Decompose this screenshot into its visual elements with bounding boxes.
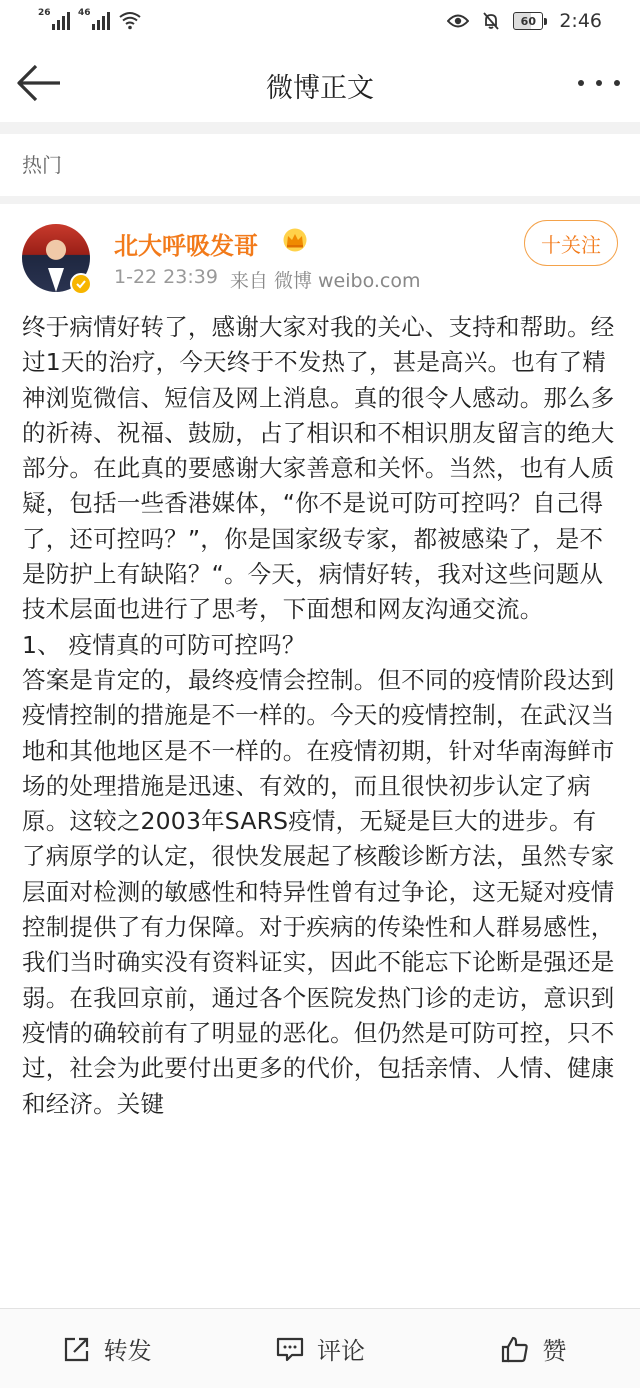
eye-icon bbox=[447, 13, 469, 29]
post-source: 来自 微博 weibo.com bbox=[229, 270, 421, 292]
follow-button[interactable]: 十关注 bbox=[524, 220, 618, 266]
action-toolbar bbox=[0, 1308, 640, 1388]
more-dot-icon bbox=[596, 80, 602, 86]
signal-icon bbox=[38, 8, 70, 30]
status-right bbox=[447, 10, 602, 32]
comment-icon bbox=[275, 1334, 305, 1364]
wifi-icon bbox=[118, 10, 142, 30]
comment-button[interactable] bbox=[213, 1309, 426, 1388]
mute-bell-icon bbox=[481, 11, 501, 31]
verified-badge-icon bbox=[70, 273, 92, 295]
thumbs-up-icon bbox=[500, 1334, 530, 1364]
repost-icon bbox=[62, 1334, 92, 1364]
like-button[interactable] bbox=[427, 1309, 640, 1388]
battery-icon bbox=[513, 12, 547, 30]
battery-level: 60 bbox=[513, 12, 543, 30]
username[interactable]: 北大呼吸发哥 bbox=[114, 232, 258, 260]
repost-button[interactable] bbox=[0, 1309, 213, 1388]
page-title: 微博正文 bbox=[266, 73, 374, 104]
nav-bar bbox=[0, 44, 640, 122]
post-meta bbox=[114, 266, 420, 293]
like-label: 赞 bbox=[542, 1337, 567, 1365]
status-time: 2:46 bbox=[559, 10, 602, 32]
more-options-button[interactable] bbox=[574, 66, 624, 100]
more-dot-icon bbox=[614, 80, 620, 86]
post-body: 终于病情好转了，感谢大家对我的关心、支持和帮助。经过1天的治疗，今天终于不发热了，甚是高兴。也有了精神浏览微信、短信及网上消息。真的很令人感动。那么多的祈祷、祝福、鼓励，占了相识和不相识朋友留言的绝大部分。在此真的要感谢大家善意和关怀。当然，也有人质疑，包括一些香港媒体，“你不是说可防可控吗？自己得了，还可控吗？”，你是国家级专家，都被感染了，是不是防护上有缺陷？“。今天，病情好转，我对这些问题从技术层面也进行了思考，下面想和网友沟通交流。 1、 疫情真的可防可控吗？ 答案是肯定的，最终疫情会控制。但不同的疫情阶段达到疫情控制的措施是不一样的。今天的疫情控制，在武汉当地和其他地区是不一样的。在疫情初期，针对华南海鲜市场的处理措施是迅速、有效的，而且很快初步认定了病原。这较之2003年SARS疫情，无疑是巨大的进步。有了病原学的认定，很快发展起了核酸诊断方法，虽然专家层面对检测的敏感性和特异性曾有过争论，这无疑对疫情控制提供了有力保障。对于疾病的传染性和人群易感性，我们当时确实没有资料证实，因此不能忘下论断是强还是弱。在我回京前，通过各个医院发热门诊的走访，意识到疫情的确较前有了明显的恶化。但仍然是可防可控，只不过，社会为此要付出更多的代价，包括亲情、人情、健康和经济。关键 bbox=[22, 313, 615, 1118]
section-label: 热门 bbox=[0, 134, 640, 196]
divider bbox=[0, 122, 640, 134]
network-type-label: 26 bbox=[38, 8, 51, 18]
repost-label: 转发 bbox=[103, 1337, 152, 1365]
post-time: 1-22 23:39 bbox=[114, 266, 218, 288]
divider bbox=[0, 196, 640, 204]
status-left bbox=[38, 8, 142, 30]
more-dot-icon bbox=[578, 80, 584, 86]
comment-label: 评论 bbox=[316, 1337, 365, 1365]
vip-crown-icon bbox=[282, 228, 308, 252]
status-bar bbox=[0, 0, 640, 44]
network-type-label: 46 bbox=[78, 8, 91, 18]
signal-icon bbox=[78, 8, 110, 30]
